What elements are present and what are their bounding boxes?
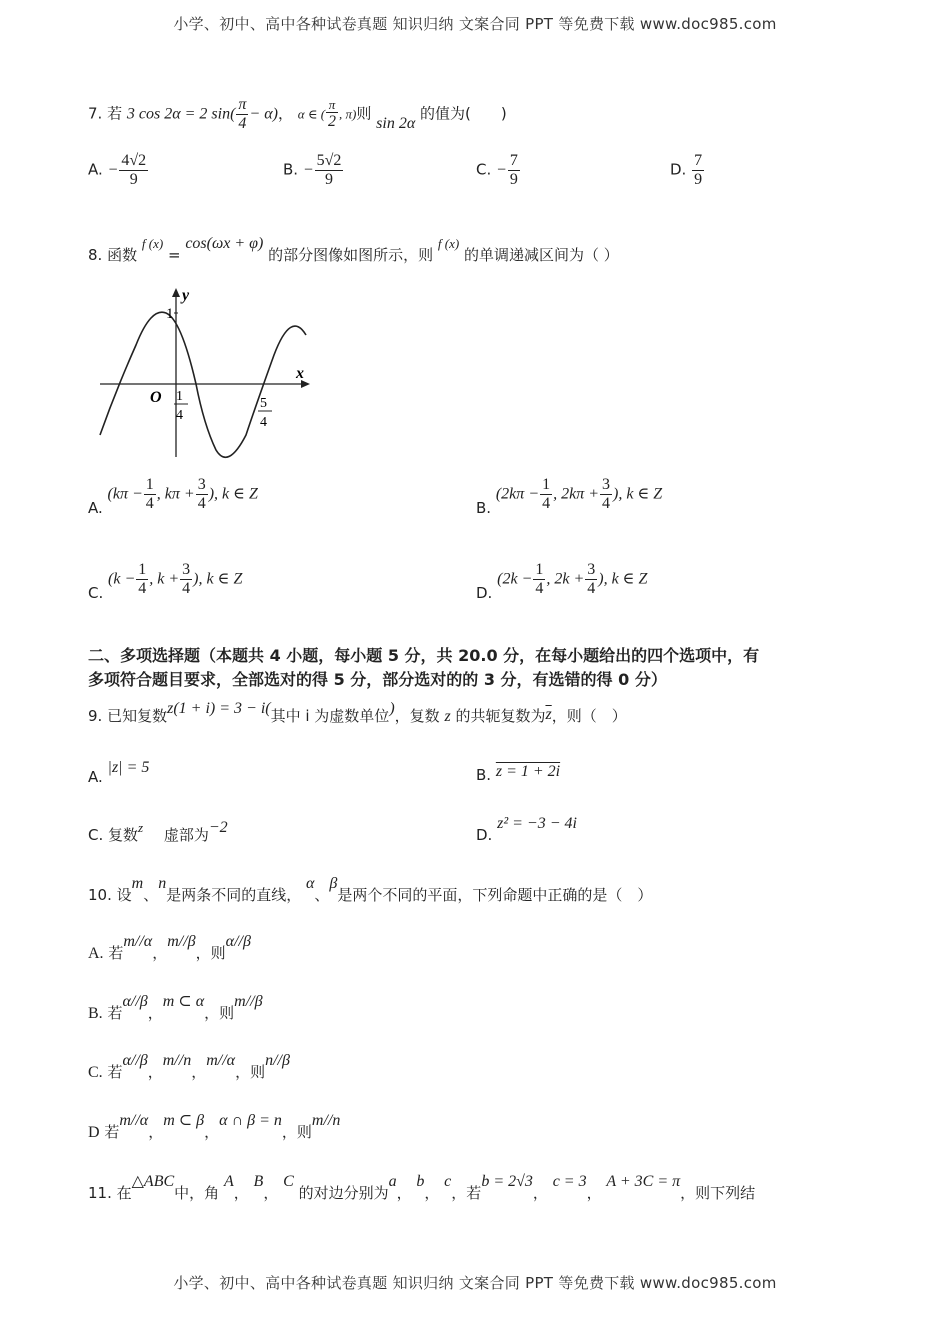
option-if: 若 bbox=[107, 1063, 123, 1081]
option-then: 则 bbox=[250, 1063, 266, 1081]
q8-fx-2: f (x) bbox=[437, 236, 460, 251]
option-pre: (2kπ − bbox=[495, 485, 540, 503]
q7-four: 4 bbox=[238, 114, 247, 132]
option-label: C. 复数 bbox=[88, 826, 139, 844]
option-num: 4√2 bbox=[121, 152, 147, 169]
option-den: 9 bbox=[694, 170, 703, 188]
q11-cond-3: A + 3C = π bbox=[606, 1173, 681, 1190]
option-post: ), k ∈ Z bbox=[208, 485, 258, 503]
x-axis-label: x bbox=[296, 365, 304, 382]
q9-close: ) bbox=[389, 700, 395, 717]
option-sign: − bbox=[107, 161, 119, 179]
q7-pi-2: π bbox=[326, 98, 338, 113]
frac-num: 1 bbox=[138, 561, 147, 578]
q8-option-c[interactable] bbox=[88, 561, 243, 602]
q9-ask: ，则（ ） bbox=[551, 707, 627, 725]
frac-num: 3 bbox=[197, 476, 206, 493]
q9-number: 9. 已知复数 bbox=[88, 707, 168, 725]
y-label-one: 1 bbox=[166, 306, 174, 322]
page-footer: 小学、初中、高中各种试卷真题 知识归纳 文案合同 PPT 等免费下载 www.doc985.com bbox=[173, 1274, 777, 1292]
option-label: B. bbox=[283, 160, 299, 179]
q7-ask: 的值为( ) bbox=[420, 104, 507, 123]
tick1-den: 4 bbox=[176, 408, 183, 423]
option-label: A. bbox=[88, 160, 103, 179]
q8-eq: = bbox=[167, 246, 181, 264]
section-2-heading-line-1: 二、多项选择题（本题共 4 小题，每小题 5 分，共 20.0 分，在每小题给出的四个选项中，有 bbox=[88, 646, 760, 665]
option-expression: |z| = 5 bbox=[107, 759, 150, 776]
option-mid: 虚部为 bbox=[163, 826, 209, 844]
q9-mid: ，复数 bbox=[394, 707, 440, 725]
q10-number: 10. 设 bbox=[88, 886, 132, 904]
q9-mid-2: 的共轭复数为 bbox=[455, 707, 546, 725]
origin-label: O bbox=[150, 389, 162, 406]
q11-mid: 中，角 bbox=[174, 1184, 220, 1202]
option-result: m//n bbox=[311, 1112, 341, 1129]
q7-option-c[interactable] bbox=[476, 152, 521, 188]
option-post: ), k ∈ Z bbox=[613, 485, 663, 503]
q9-option-a[interactable] bbox=[88, 758, 150, 786]
question-7 bbox=[88, 96, 507, 132]
option-mid: , 2k + bbox=[546, 570, 585, 588]
option-label: B. bbox=[476, 766, 492, 784]
q11-if: 若 bbox=[466, 1184, 482, 1202]
option-mid: , k + bbox=[149, 570, 180, 588]
option-den: 9 bbox=[325, 170, 334, 188]
option-cond-1: α//β bbox=[122, 1052, 148, 1069]
option-result: α//β bbox=[225, 933, 251, 950]
q7-minus-alpha: − α) bbox=[249, 105, 278, 123]
option-label: D. bbox=[476, 826, 493, 844]
option-label: C. bbox=[476, 160, 492, 179]
q7-number: 7. 若 bbox=[88, 104, 123, 123]
y-axis-arrow bbox=[172, 288, 180, 297]
q11-cond-2: c = 3 bbox=[552, 1173, 587, 1190]
frac-den: 4 bbox=[542, 494, 551, 512]
tick1-num: 1 bbox=[176, 389, 183, 404]
q10-m: m bbox=[131, 875, 144, 892]
option-sign: − bbox=[496, 161, 507, 179]
question-8 bbox=[88, 234, 619, 264]
option-mid: , kπ + bbox=[156, 485, 195, 503]
option-label: D bbox=[88, 1124, 100, 1141]
q8-ask: 的单调递减区间为（ ） bbox=[464, 246, 619, 264]
option-expression: z² = −3 − 4i bbox=[497, 815, 577, 832]
q11-tail: ，则下列结 bbox=[680, 1184, 756, 1202]
y-axis-label: y bbox=[182, 287, 190, 304]
q7-option-d[interactable] bbox=[670, 152, 705, 188]
option-pre: (k − bbox=[108, 570, 136, 588]
q7-two: 2 bbox=[328, 112, 337, 130]
frac-num: 1 bbox=[535, 561, 544, 578]
q10-sep-2: 、 bbox=[314, 886, 330, 904]
option-cond-2: m//β bbox=[167, 933, 196, 950]
q10-beta: β bbox=[329, 875, 338, 892]
option-then: 则 bbox=[210, 944, 226, 962]
q7-then: 则 bbox=[356, 104, 372, 123]
option-z: z bbox=[138, 820, 144, 835]
frac-num: 3 bbox=[602, 476, 611, 493]
option-label: C. bbox=[88, 1064, 103, 1081]
option-cond-1: m//α bbox=[123, 933, 153, 950]
frac-den: 4 bbox=[182, 579, 191, 597]
q10-option-b[interactable]: B. 若α//β，m ⊂ α，则m//β bbox=[88, 993, 263, 1022]
q7-target: sin 2α bbox=[376, 114, 416, 132]
q11-triangle: △ABC bbox=[131, 1173, 175, 1190]
option-label: B. bbox=[88, 1005, 103, 1022]
q10-n: n bbox=[158, 875, 167, 892]
frac-den: 4 bbox=[145, 494, 154, 512]
frac-den: 4 bbox=[587, 579, 596, 597]
option-result: m//β bbox=[234, 993, 263, 1010]
option-cond-3: α ∩ β = n bbox=[219, 1112, 282, 1129]
option-label: C. bbox=[88, 583, 104, 602]
question-11: 11. 在△ABC中，角 A， B， C 的对边分别为a， b， c，若b = 2√3， c = 3， A + 3C = π，则下列结 bbox=[88, 1173, 756, 1202]
question-9 bbox=[88, 699, 627, 725]
q11-side-b: b bbox=[416, 1173, 425, 1190]
option-if: 若 bbox=[107, 1004, 123, 1022]
option-num: 7 bbox=[694, 152, 703, 169]
q11-number: 11. 在 bbox=[88, 1184, 132, 1202]
option-den: 9 bbox=[129, 170, 138, 188]
option-label: A. bbox=[88, 945, 104, 962]
q9-z: z bbox=[444, 708, 451, 725]
option-label: D. bbox=[476, 583, 493, 602]
q10-ask: 是两个不同的平面，下列命题中正确的是（ ） bbox=[337, 886, 653, 904]
q9-expression: z(1 + i) = 3 − i( bbox=[167, 700, 271, 717]
option-result: n//β bbox=[265, 1052, 290, 1069]
q7-equation: 3 cos 2α = 2 sin( bbox=[126, 105, 236, 123]
frac-num: 3 bbox=[182, 561, 191, 578]
option-sign: − bbox=[302, 161, 314, 179]
q7-condition-end: , π) bbox=[339, 106, 357, 122]
tick2-den: 4 bbox=[260, 415, 267, 430]
q9-zbar: $\overline{z}$ bbox=[545, 706, 552, 723]
q8-option-d[interactable] bbox=[476, 561, 648, 602]
q11-angle-b: B bbox=[253, 1173, 264, 1190]
option-label: A. bbox=[88, 498, 103, 517]
option-pre: (2k − bbox=[497, 570, 533, 588]
frac-num: 3 bbox=[587, 561, 596, 578]
q8-option-b[interactable] bbox=[476, 476, 663, 517]
question-10 bbox=[88, 874, 653, 904]
frac-num: 1 bbox=[542, 476, 551, 493]
option-then: 则 bbox=[219, 1004, 235, 1022]
q7-comma: ， bbox=[277, 104, 293, 123]
option-num: 7 bbox=[509, 152, 518, 169]
q10-option-d[interactable]: D 若m//α，m ⊂ β，α ∩ β = n，则m//n bbox=[88, 1112, 341, 1141]
q11-side-a: a bbox=[388, 1173, 397, 1190]
option-mid: , 2kπ + bbox=[553, 485, 600, 503]
q9-option-c[interactable] bbox=[88, 818, 228, 844]
cosine-graph bbox=[96, 285, 316, 460]
q11-cond-1: b = 2√3 bbox=[481, 1173, 533, 1190]
q7-option-a[interactable] bbox=[88, 152, 149, 188]
frac-den: 4 bbox=[138, 579, 147, 597]
option-pre: (kπ − bbox=[107, 485, 143, 503]
q9-option-d[interactable] bbox=[476, 814, 577, 844]
option-post: ), k ∈ Z bbox=[598, 570, 648, 588]
option-post: ), k ∈ Z bbox=[193, 570, 243, 588]
q8-option-a[interactable] bbox=[88, 476, 258, 517]
q11-angle-c: C bbox=[283, 1173, 294, 1190]
option-cond-2: m ⊂ β bbox=[163, 1112, 205, 1129]
q10-mid: 是两条不同的直线， bbox=[166, 886, 302, 904]
q11-angle-a: A bbox=[223, 1173, 234, 1190]
q10-option-c[interactable]: C. 若α//β，m//n，m//α，则n//β bbox=[88, 1052, 290, 1081]
q8-mid: 的部分图像如图所示，则 bbox=[268, 246, 434, 264]
option-label: D. bbox=[670, 160, 687, 179]
option-cond-1: α//β bbox=[122, 993, 148, 1010]
option-expression: z = 1 + 2i bbox=[495, 763, 561, 780]
option-cond-3: m//α bbox=[206, 1052, 236, 1069]
option-then: 则 bbox=[296, 1123, 312, 1141]
section-2-heading-line-2: 多项符合题目要求，全部选对的得 5 分，部分选对的的 3 分，有选错的得 0 分） bbox=[88, 670, 667, 689]
option-cond-2: m//n bbox=[162, 1052, 192, 1069]
q9-note: 其中 i 为虚数单位 bbox=[270, 707, 390, 725]
q8-number: 8. 函数 bbox=[88, 246, 138, 264]
q10-sep-1: 、 bbox=[143, 886, 159, 904]
option-label: B. bbox=[476, 498, 492, 517]
tick2-num: 5 bbox=[260, 396, 267, 411]
q11-side-c: c bbox=[444, 1173, 452, 1190]
q7-condition: α ∈ ( bbox=[297, 106, 326, 122]
q8-expression: cos(ωx + φ) bbox=[185, 235, 264, 252]
option-label: A. bbox=[88, 768, 103, 786]
q7-pi: π bbox=[238, 96, 247, 113]
option-cond-1: m//α bbox=[119, 1112, 149, 1129]
cosine-curve bbox=[100, 312, 306, 457]
option-if: 若 bbox=[108, 944, 124, 962]
q7-option-b[interactable] bbox=[283, 152, 344, 188]
q10-option-a[interactable]: A. 若m//α，m//β，则α//β bbox=[88, 933, 251, 962]
q11-mid-2: 的对边分别为 bbox=[298, 1184, 389, 1202]
page-header: 小学、初中、高中各种试卷真题 知识归纳 文案合同 PPT 等免费下载 www.doc985.com bbox=[173, 15, 777, 33]
option-value: −2 bbox=[208, 819, 228, 836]
option-den: 9 bbox=[509, 170, 518, 188]
q10-alpha: α bbox=[306, 875, 315, 892]
frac-den: 4 bbox=[535, 579, 544, 597]
q9-option-b[interactable] bbox=[476, 762, 561, 784]
frac-den: 4 bbox=[197, 494, 206, 512]
frac-den: 4 bbox=[602, 494, 611, 512]
option-if: 若 bbox=[104, 1123, 120, 1141]
option-num: 5√2 bbox=[316, 152, 342, 169]
option-cond-2: m ⊂ α bbox=[162, 993, 205, 1010]
q8-fx: f (x) bbox=[141, 236, 164, 251]
frac-num: 1 bbox=[145, 476, 154, 493]
